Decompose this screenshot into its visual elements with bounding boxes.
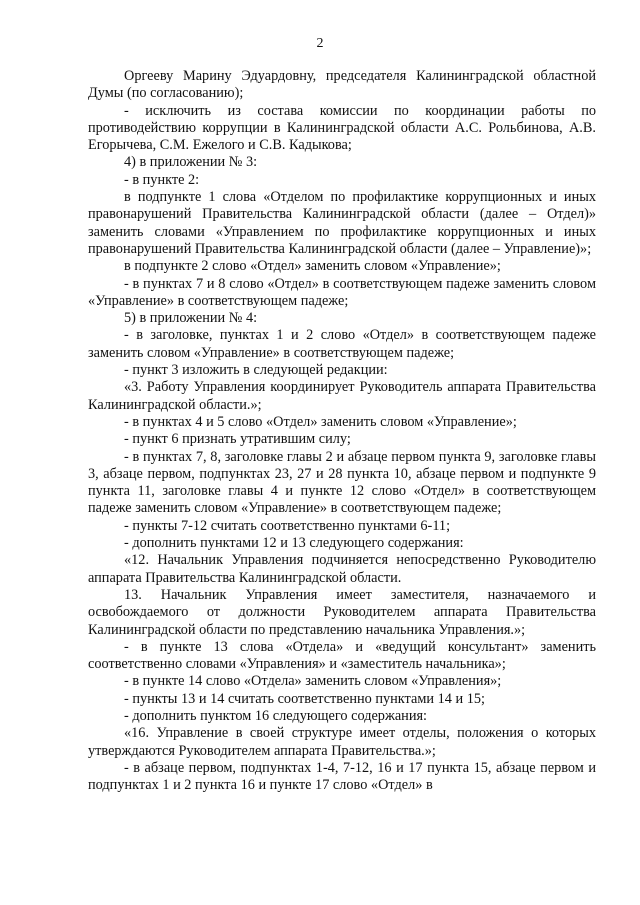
document-body [88, 68, 596, 794]
paragraph: - в пунктах 7 и 8 слово «Отдел» в соответствующем падеже заменить словом «Управление» в соответствующем падеже; [88, 275, 596, 309]
paragraph: - в пунктах 4 и 5 слово «Отдел» заменить словом «Управление»; [124, 413, 517, 430]
paragraph: - дополнить пунктами 12 и 13 следующего содержания: [124, 535, 464, 552]
paragraph: - в пункте 13 слова «Отдела» и «ведущий консультант» заменить соответственно словами «Управления» и «заместитель начальника»; [88, 638, 596, 673]
paragraph: Оргееву Марину Эдуардовну, председателя Калининградской областной Думы (по согласованию); [88, 68, 596, 102]
paragraph: 4) в приложении № 3: [124, 154, 258, 171]
paragraph: в подпункте 1 слова «Отделом по профилактике коррупционных и иных правонарушений Правительства Калининградской области (далее – Отдел)» заменить словами «Управлением по профилактике коррупционных и иных правонарушений Правительства Калининградской области (далее – Управление)»; [88, 189, 596, 257]
paragraph: «16. Управление в своей структуре имеет отделы, положения о которых утверждаются Руководителем аппарата Правительства.»; [88, 725, 596, 759]
paragraph: - пункты 13 и 14 считать соответственно пунктами 14 и 15; [124, 690, 485, 707]
paragraph: - пункт 6 признать утратившим силу; [124, 431, 351, 448]
paragraph: «12. Начальник Управления подчиняется непосредственно Руководителю аппарата Правительства Калининградской области. [88, 552, 596, 586]
paragraph: - в пункте 14 слово «Отдела» заменить словом «Управления»; [124, 673, 502, 690]
paragraph: - пункт 3 изложить в следующей редакции: [124, 362, 388, 379]
paragraph: - в пункте 2: [124, 171, 200, 188]
paragraph: - исключить из состава комиссии по координации работы по противодействию коррупции в Калининградской области А.С. Рольбинова, А.В. Егорычева, С.М. Ежелого и С.В. Кадыкова; [88, 102, 596, 154]
paragraph: - в пунктах 7, 8, заголовке главы 2 и абзаце первом пункта 9, заголовке главы 3, абзаце первом, подпунктах 23, 27 и 28 пункта 10, абзаце первом и подпункте 9 пункта 11, заголовке главы 4 и пункте 12 слово «Отдел» в соответствующем падеже заменить словом «Управление» в соответствующем падеже; [88, 448, 596, 517]
paragraph: 5) в приложении № 4: [124, 310, 258, 327]
paragraph: - пункты 7-12 считать соответственно пунктами 6-11; [124, 517, 451, 534]
paragraph: - дополнить пунктом 16 следующего содержания: [124, 707, 428, 724]
paragraph: в подпункте 2 слово «Отдел» заменить словом «Управление»; [124, 258, 501, 275]
paragraph: «3. Работу Управления координирует Руководитель аппарата Правительства Калининградской области.»; [88, 379, 596, 413]
paragraph: - в заголовке, пунктах 1 и 2 слово «Отдел» в соответствующем падеже заменить словом «Управление» в соответствующем падеже; [88, 327, 596, 361]
paragraph: 13. Начальник Управления имеет заместителя, назначаемого и освобождаемого от должности Руководителем аппарата Правительства Калининградской области по представлению начальника Управления.»; [88, 586, 596, 638]
page-number: 2 [316, 36, 324, 51]
paragraph: - в абзаце первом, подпунктах 1-4, 7-12, 16 и 17 пункта 15, абзаце первом и подпунктах 1 и 2 пункта 16 и пункте 17 слово «Отдел» в [88, 759, 596, 794]
